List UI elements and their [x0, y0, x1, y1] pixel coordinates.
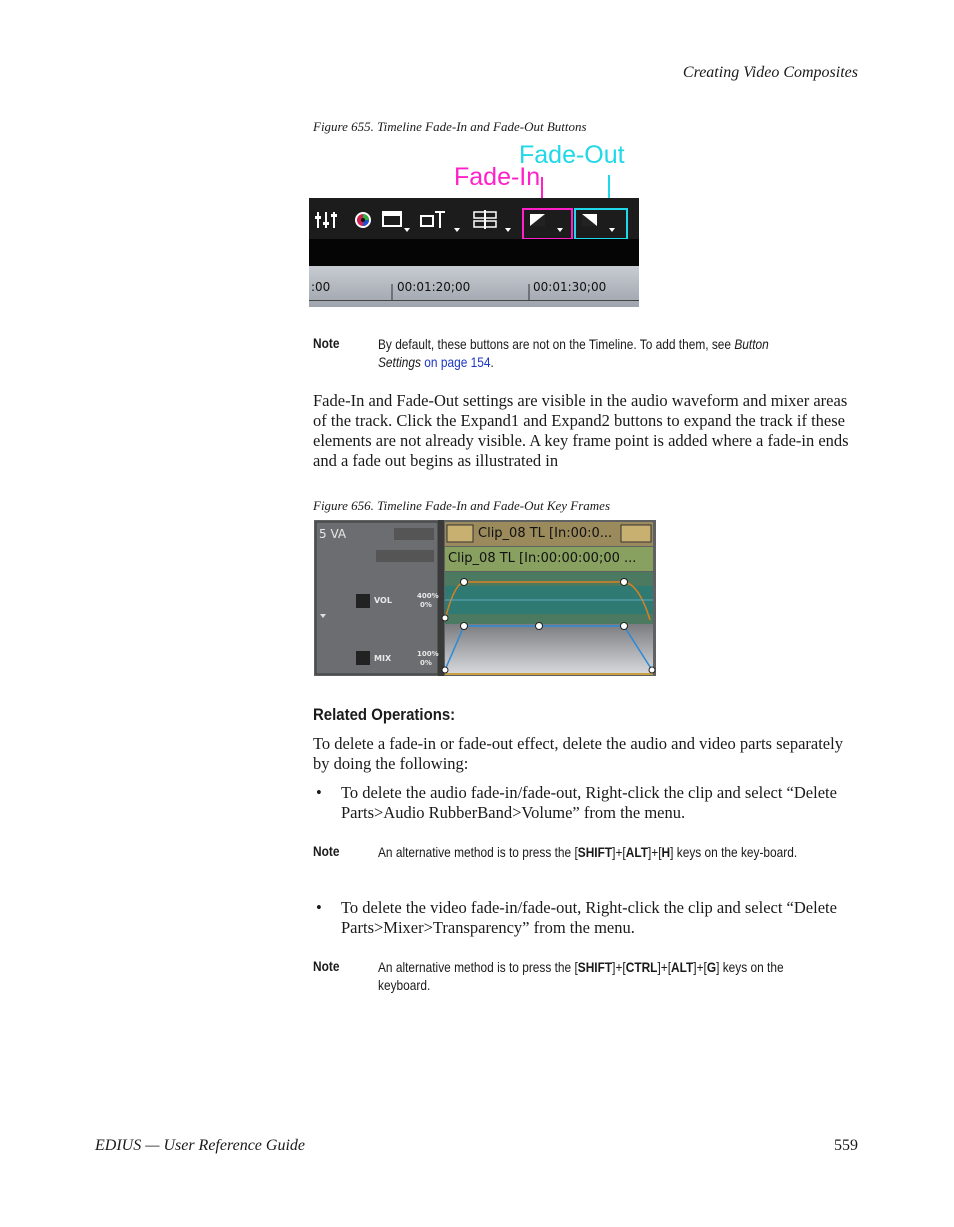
key-name: ALT [671, 959, 694, 975]
bullet-item: To delete the audio fade-in/fade-out, Right-click the clip and select “Delete Parts>Audio RubberBand>Volume” from the menu. [341, 783, 837, 822]
fade-in-callout: Fade-In [454, 163, 541, 191]
key-name: SHIFT [577, 959, 613, 975]
clip-label-video: Clip_08 TL [In:00:0... [478, 526, 613, 541]
ruler-label: :00 [311, 280, 331, 294]
note-text-part: An alternative method is to press the [ [378, 844, 578, 860]
key-name: H [661, 844, 671, 860]
note-ref-title: Button Settings [378, 336, 769, 370]
note-text [378, 843, 803, 861]
note-text-part: . [490, 354, 494, 370]
note-label: Note [313, 843, 340, 859]
figure-656-image [314, 520, 656, 676]
note-text-part: ]+[ [612, 959, 626, 975]
note-text-part: ]+[ [657, 959, 672, 975]
fade-in-icon [523, 209, 572, 239]
clip-label-audio: Clip_08 TL [In:00:00:00;00 ... [448, 551, 637, 566]
toolbar [309, 198, 639, 239]
fade-out-icon [575, 209, 627, 239]
key-name: SHIFT [577, 844, 613, 860]
note-text [378, 335, 803, 371]
key-name: ALT [625, 844, 648, 860]
page-link[interactable]: on page 154 [421, 354, 491, 370]
body-paragraph: To delete a fade-in or fade-out effect, delete the audio and video parts separately by doing the following: [313, 734, 843, 773]
figure-655-image [309, 143, 639, 307]
fade-out-callout: Fade-Out [519, 141, 625, 169]
note-text-part: An alternative method is to press the [ [378, 959, 578, 975]
body-paragraph: Fade-In and Fade-Out settings are visible in the audio waveform and mixer areas of the track. Click the Expand1 and Expand2 buttons to expand the track if these elements are not already visible. A key frame point is added where a fade-in ends and a fade out begins as illustrated in [313, 391, 849, 470]
ruler-label: 00:01:30;00 [533, 280, 607, 294]
mix-max: 100% [417, 650, 439, 658]
key-name: CTRL [625, 959, 658, 975]
color-icon [355, 212, 371, 228]
track-name: 5 VA [319, 527, 347, 541]
note-text-part: ]+[ [647, 844, 662, 860]
vol-min: 0% [420, 601, 432, 609]
note-label: Note [313, 335, 340, 351]
layout-icon [383, 212, 410, 232]
note-text-part: By default, these buttons are not on the Timeline. To add them, see [378, 336, 735, 352]
split-icon [474, 210, 511, 232]
note-text [378, 958, 803, 994]
mix-label: MIX [374, 654, 392, 663]
bullet-marker: • [316, 783, 322, 802]
ruler-label: 00:01:20;00 [397, 280, 471, 294]
note-label: Note [313, 958, 340, 974]
figure-656-caption: Figure 656. Timeline Fade-In and Fade-Out Key Frames [313, 498, 611, 513]
mix-min: 0% [420, 659, 432, 667]
key-name: G [706, 959, 717, 975]
footer-title: EDIUS — User Reference Guide [95, 1137, 306, 1154]
page-number: 559 [834, 1137, 858, 1154]
mixer-icon [315, 212, 337, 228]
bullet-marker: • [316, 898, 322, 917]
vol-label: VOL [374, 596, 392, 605]
figure-655-caption: Figure 655. Timeline Fade-In and Fade-Out Buttons [313, 119, 587, 134]
vol-max: 400% [417, 592, 439, 600]
note-text-part: ] keys on the keyboard. [378, 959, 784, 993]
note-text-part: ]+[ [693, 959, 707, 975]
section-heading: Related Operations: [313, 705, 456, 724]
toolbar-gap [309, 239, 639, 266]
note-text-part: ]+[ [612, 844, 626, 860]
bullet-item: To delete the video fade-in/fade-out, Right-click the clip and select “Delete Parts>Mixer>Transparency” from the menu. [341, 898, 837, 937]
filter-icon [421, 212, 460, 232]
note-text-part: ] keys on the key-board. [670, 844, 798, 860]
running-head: Creating Video Composites [682, 64, 858, 81]
